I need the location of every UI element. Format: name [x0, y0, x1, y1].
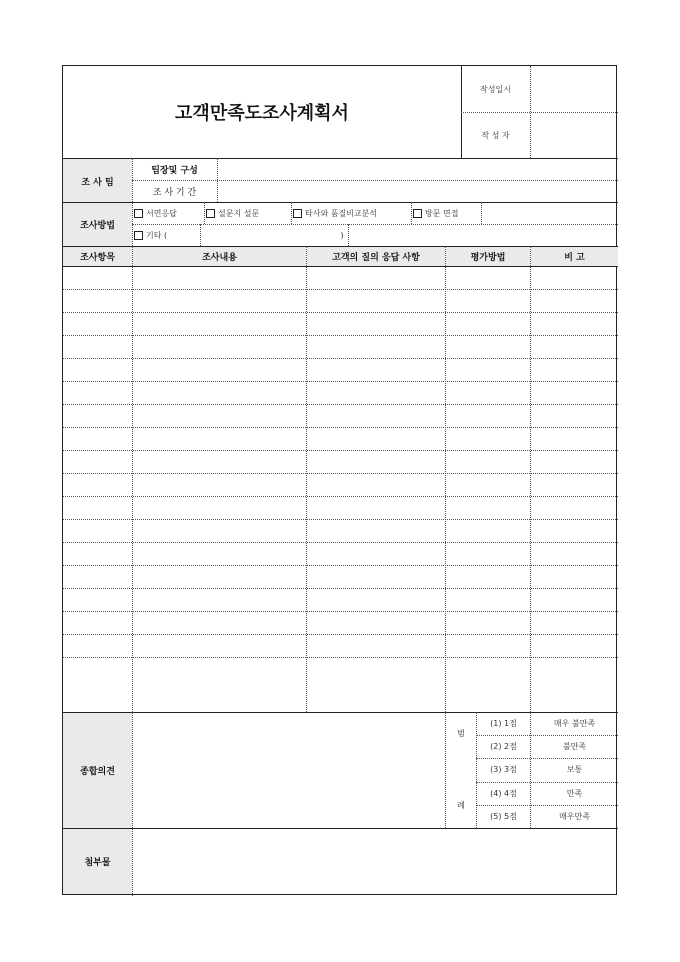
cell-evaluation[interactable]: [446, 589, 530, 611]
legend-row-divider: [476, 758, 618, 759]
cell-evaluation[interactable]: [446, 313, 530, 335]
cell-content[interactable]: [133, 566, 306, 588]
cell-qa[interactable]: [307, 428, 445, 450]
cell-item[interactable]: [64, 336, 132, 358]
cell-remarks[interactable]: [531, 612, 618, 634]
legend-score: (4) 4점: [490, 788, 517, 798]
table-row-divider: [63, 404, 618, 405]
divider: [481, 202, 482, 224]
method-other-field[interactable]: [201, 224, 336, 246]
cell-remarks[interactable]: [531, 359, 618, 381]
cell-remarks[interactable]: [531, 566, 618, 588]
cell-remarks[interactable]: [531, 336, 618, 358]
cell-remarks[interactable]: [531, 382, 618, 404]
legend-row-divider: [476, 805, 618, 806]
cell-content[interactable]: [133, 474, 306, 496]
cell-qa[interactable]: [307, 405, 445, 427]
cell-remarks[interactable]: [531, 658, 618, 680]
cell-qa[interactable]: [307, 290, 445, 312]
cell-evaluation[interactable]: [446, 635, 530, 657]
cell-remarks[interactable]: [531, 451, 618, 473]
cell-content[interactable]: [133, 497, 306, 519]
cell-item[interactable]: [64, 497, 132, 519]
divider: [411, 202, 412, 224]
legend-row-divider: [476, 782, 618, 783]
cell-content[interactable]: [133, 635, 306, 657]
cell-item[interactable]: [64, 290, 132, 312]
table-row-divider: [63, 496, 618, 497]
cell-item[interactable]: [64, 566, 132, 588]
cell-remarks[interactable]: [531, 313, 618, 335]
cell-qa[interactable]: [307, 451, 445, 473]
column-header-item: 조사항목: [63, 247, 132, 266]
date-value-field[interactable]: [530, 66, 618, 112]
cell-remarks[interactable]: [531, 405, 618, 427]
cell-qa[interactable]: [307, 382, 445, 404]
cell-evaluation[interactable]: [446, 497, 530, 519]
checkbox-icon[interactable]: [134, 209, 143, 218]
column-header-evaluation: 평가방법: [446, 247, 530, 266]
legend-description: 매우만족: [559, 811, 590, 821]
cell-evaluation[interactable]: [446, 290, 530, 312]
method-option-other[interactable]: 기타 (: [134, 224, 200, 246]
cell-content[interactable]: [133, 405, 306, 427]
date-label: 작성일시: [480, 84, 511, 94]
attachment-field[interactable]: [133, 829, 617, 894]
checkbox-icon[interactable]: [293, 209, 302, 218]
method-option-competitor-compare[interactable]: 타사와 품질비교분석: [293, 202, 411, 224]
cell-evaluation[interactable]: [446, 612, 530, 634]
legend-description: 불만족: [562, 742, 587, 752]
table-row-divider: [63, 289, 618, 290]
cell-content[interactable]: [133, 359, 306, 381]
cell-item[interactable]: [64, 428, 132, 450]
cell-qa[interactable]: [307, 336, 445, 358]
cell-content[interactable]: [133, 428, 306, 450]
cell-item[interactable]: [64, 520, 132, 542]
legend-label-bottom: 례: [457, 800, 465, 810]
cell-evaluation[interactable]: [446, 566, 530, 588]
checkbox-icon[interactable]: [413, 209, 422, 218]
cell-item[interactable]: [64, 543, 132, 565]
cell-qa[interactable]: [307, 658, 445, 680]
legend-label-top: 범: [457, 728, 465, 738]
team-leader-label: 팀장및 구성: [151, 165, 198, 176]
cell-remarks[interactable]: [531, 497, 618, 519]
cell-evaluation[interactable]: [446, 658, 530, 680]
method-label: 조사방법: [63, 203, 132, 246]
table-row-divider: [63, 335, 618, 336]
legend-description: 보통: [566, 765, 583, 775]
cell-qa[interactable]: [307, 520, 445, 542]
divider: [348, 224, 349, 246]
cell-qa[interactable]: [307, 267, 445, 289]
cell-evaluation[interactable]: [446, 520, 530, 542]
table-row-divider: [63, 634, 618, 635]
divider: [291, 202, 292, 224]
cell-item[interactable]: [64, 635, 132, 657]
divider: [204, 202, 205, 224]
legend-description: 만족: [566, 788, 583, 798]
survey-period-field[interactable]: [217, 180, 618, 202]
cell-content[interactable]: [133, 451, 306, 473]
cell-evaluation[interactable]: [446, 267, 530, 289]
method-option-questionnaire[interactable]: 설문지 설문: [206, 202, 291, 224]
legend-score: (5) 5점: [490, 811, 517, 821]
cell-content[interactable]: [133, 520, 306, 542]
legend-score: (2) 2점: [490, 742, 517, 752]
table-row-divider: [63, 358, 618, 359]
cell-remarks[interactable]: [531, 290, 618, 312]
cell-content[interactable]: [133, 313, 306, 335]
cell-qa[interactable]: [307, 497, 445, 519]
cell-qa[interactable]: [307, 612, 445, 634]
attachment-label: 첨부물: [63, 829, 132, 894]
cell-qa[interactable]: [307, 359, 445, 381]
legend-score: (3) 3점: [490, 765, 517, 775]
cell-content[interactable]: [133, 267, 306, 289]
cell-item[interactable]: [64, 658, 132, 680]
summary-label: 종합의견: [63, 713, 132, 828]
method-other-close: ): [340, 230, 344, 240]
cell-item[interactable]: [64, 474, 132, 496]
table-row-divider: [63, 657, 618, 658]
column-header-qa: 고객의 질의 응답 사항: [307, 247, 445, 266]
table-row-divider: [63, 381, 618, 382]
page-title: 고객만족도조사계획서: [175, 103, 349, 124]
cell-item[interactable]: [64, 405, 132, 427]
team-leader-field[interactable]: [217, 158, 618, 180]
cell-qa[interactable]: [307, 635, 445, 657]
author-value-field[interactable]: [530, 112, 618, 158]
legend-description: 매우 불만족: [553, 719, 596, 729]
cell-item[interactable]: [64, 359, 132, 381]
cell-item[interactable]: [64, 313, 132, 335]
cell-remarks[interactable]: [531, 589, 618, 611]
table-row-divider: [63, 542, 618, 543]
cell-item[interactable]: [64, 267, 132, 289]
survey-period-label: 조 사 기 간: [152, 187, 197, 198]
table-row-divider: [63, 588, 618, 589]
cell-item[interactable]: [64, 451, 132, 473]
cell-evaluation[interactable]: [446, 336, 530, 358]
cell-remarks[interactable]: [531, 267, 618, 289]
cell-content[interactable]: [133, 612, 306, 634]
checkbox-icon[interactable]: [206, 209, 215, 218]
cell-content[interactable]: [133, 382, 306, 404]
table-row-divider: [63, 427, 618, 428]
column-header-remarks: 비 고: [531, 247, 618, 266]
cell-evaluation[interactable]: [446, 382, 530, 404]
method-option-written[interactable]: 서면응답: [134, 202, 204, 224]
cell-qa[interactable]: [307, 589, 445, 611]
table-row-divider: [63, 312, 618, 313]
cell-evaluation[interactable]: [446, 474, 530, 496]
cell-remarks[interactable]: [531, 474, 618, 496]
cell-remarks[interactable]: [531, 543, 618, 565]
table-row-divider: [63, 473, 618, 474]
cell-item[interactable]: [64, 382, 132, 404]
cell-content[interactable]: [133, 589, 306, 611]
cell-evaluation[interactable]: [446, 405, 530, 427]
cell-item[interactable]: [64, 612, 132, 634]
table-row-divider: [63, 565, 618, 566]
author-label: 작 성 자: [481, 130, 510, 140]
legend-row-divider: [476, 735, 618, 736]
cell-qa[interactable]: [307, 566, 445, 588]
checkbox-icon[interactable]: [134, 231, 143, 240]
survey-plan-form: [62, 65, 617, 895]
cell-remarks[interactable]: [531, 635, 618, 657]
cell-evaluation[interactable]: [446, 451, 530, 473]
cell-qa[interactable]: [307, 474, 445, 496]
column-header-content: 조사내용: [133, 247, 306, 266]
cell-item[interactable]: [64, 589, 132, 611]
cell-content[interactable]: [133, 336, 306, 358]
cell-qa[interactable]: [307, 543, 445, 565]
cell-evaluation[interactable]: [446, 543, 530, 565]
legend-score: (1) 1점: [490, 719, 517, 729]
cell-evaluation[interactable]: [446, 428, 530, 450]
cell-evaluation[interactable]: [446, 359, 530, 381]
team-label: 조 사 팀: [63, 159, 132, 203]
cell-qa[interactable]: [307, 313, 445, 335]
table-row-divider: [63, 519, 618, 520]
table-row-divider: [63, 450, 618, 451]
cell-content[interactable]: [133, 290, 306, 312]
cell-content[interactable]: [133, 543, 306, 565]
summary-opinion-field[interactable]: [133, 713, 445, 828]
cell-content[interactable]: [133, 658, 306, 680]
cell-remarks[interactable]: [531, 520, 618, 542]
method-option-visit-interview[interactable]: 방문 면접: [413, 202, 483, 224]
cell-remarks[interactable]: [531, 428, 618, 450]
table-row-divider: [63, 611, 618, 612]
